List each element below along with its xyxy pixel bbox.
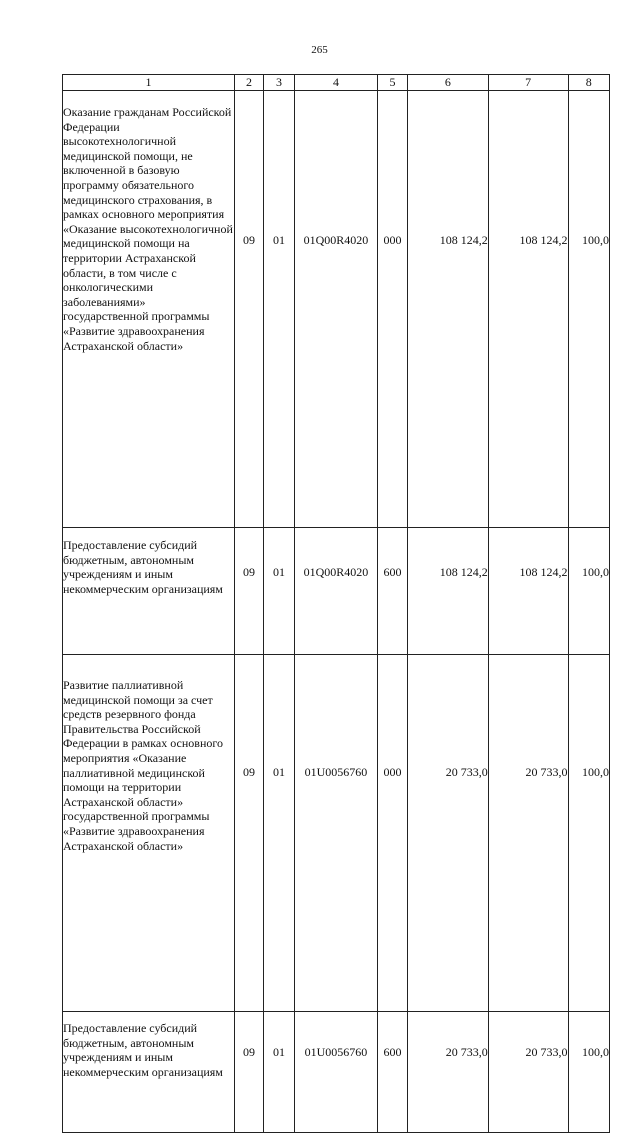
row-approved-amount: 108 124,2: [407, 91, 488, 528]
header-row: [63, 75, 610, 91]
header-cell: 3: [263, 75, 294, 91]
header-cell: 8: [568, 75, 609, 91]
row-executed-amount: 20 733,0: [488, 1012, 568, 1133]
row-percent: 100,0: [568, 528, 609, 655]
row-expense-type: 600: [377, 528, 407, 655]
row-description: Предоставление субсидий бюджетным, автономным учреждениям и иным некоммерческим организациям: [63, 1012, 235, 1133]
table-row: [63, 91, 610, 528]
row-approved-amount: 20 733,0: [407, 1012, 488, 1133]
row-description: Оказание гражданам Российской Федерации высокотехнологичной медицинской помощи, не включенной в базовую программу обязательного медицинского страхования, в рамках основного мероприятия «Оказание высокотехнологичной медицинской помощи на территории Астраханской области, в том числе с онкологическими заболеваниями» государственной программы «Развитие здравоохранения Астраханской области»: [63, 91, 235, 528]
table-row: [63, 1012, 610, 1133]
row-section: 09: [234, 528, 263, 655]
row-executed-amount: 20 733,0: [488, 655, 568, 1012]
row-percent: 100,0: [568, 655, 609, 1012]
row-subsection: 01: [263, 655, 294, 1012]
row-target-article: 01U0056760: [295, 1012, 378, 1133]
row-expense-type: 000: [377, 655, 407, 1012]
row-section: 09: [234, 91, 263, 528]
header-cell: 4: [295, 75, 378, 91]
row-target-article: 01U0056760: [295, 655, 378, 1012]
header-cell: 7: [488, 75, 568, 91]
page-number: 265: [311, 44, 328, 56]
table-row: [63, 528, 610, 655]
header-cell: 5: [377, 75, 407, 91]
row-subsection: 01: [263, 1012, 294, 1133]
row-percent: 100,0: [568, 1012, 609, 1133]
row-expense-type: 600: [377, 1012, 407, 1133]
row-section: 09: [234, 655, 263, 1012]
row-executed-amount: 108 124,2: [488, 91, 568, 528]
header-cell: 6: [407, 75, 488, 91]
row-target-article: 01Q00R4020: [295, 528, 378, 655]
row-executed-amount: 108 124,2: [488, 528, 568, 655]
row-description: Предоставление субсидий бюджетным, автономным учреждениям и иным некоммерческим организациям: [63, 528, 235, 655]
row-section: 09: [234, 1012, 263, 1133]
table-row: [63, 655, 610, 1012]
row-subsection: 01: [263, 91, 294, 528]
row-description: Развитие паллиативной медицинской помощи за счет средств резервного фонда Правительства Российской Федерации в рамках основного мероприятия «Оказание паллиативной медицинской помощи на территории Астраханской области» государственной программы «Развитие здравоохранения Астраханской области»: [63, 655, 235, 1012]
row-expense-type: 000: [377, 91, 407, 528]
budget-table: [62, 74, 610, 1133]
row-target-article: 01Q00R4020: [295, 91, 378, 528]
row-approved-amount: 108 124,2: [407, 528, 488, 655]
row-percent: 100,0: [568, 91, 609, 528]
row-approved-amount: 20 733,0: [407, 655, 488, 1012]
header-cell: 2: [234, 75, 263, 91]
header-cell: 1: [63, 75, 235, 91]
row-subsection: 01: [263, 528, 294, 655]
